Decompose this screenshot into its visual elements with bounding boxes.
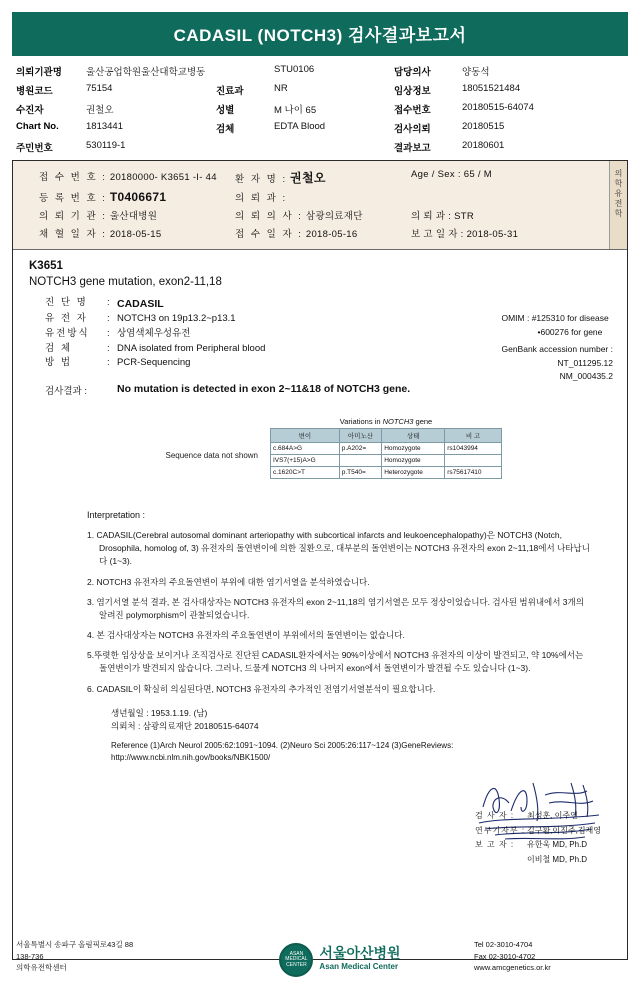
acc-label-regno: 등 록 번 호 : [39,193,107,204]
omim-accession-block [501,312,613,384]
header-value-orgcode: STU0106 [274,64,315,75]
acc-value-agesex: 65 / M [463,169,492,180]
variant-cell: IVS7(+15)A>G [271,455,340,467]
table-row [271,455,502,467]
state-cell: Homozygote [382,455,445,467]
header-label-reportdate: 결과보고 [394,143,431,154]
detail-colon: : [107,297,110,308]
detail-label-diagnosis: 진 단 명 [45,297,88,308]
header-label-hospcode: 병원코드 [16,86,53,97]
signature-value-tester: 최성훈, 이주연 [527,811,578,821]
variations-col-note: 비 고 [445,429,502,443]
acc-label-drawdate: 채 혈 일 자 : [39,229,107,240]
hospital-name-en: Asan Medical Center [319,962,399,972]
acc-value-accno: 20180000- K3651 -I- 44 [109,172,217,183]
acc-value-refdoctor: 삼광의료재단 [305,211,363,222]
interpretation-paragraph-6: 6. CADASIL이 확실히 의심된다면, NOTCH3 유전자의 추가적인 전염기서열분석이 필요합니다. [87,683,436,694]
variations-header-row [271,429,502,443]
header-value-hospcode: 75154 [86,83,113,94]
patient-header [12,64,628,160]
note-cell: rs1043994 [445,443,502,455]
signature-value-reporter-2: 이비철 MD, Ph.D [527,854,588,864]
detail-label-method: 방 법 [45,357,72,369]
variations-table [270,428,502,479]
interpretation-paragraph-4: 4. 본 검사대상자는 NOTCH3 유전자의 주요돌연변이 부위에서의 돌연변이는 없습니다. [87,630,405,641]
genbank-nm: NM_000435.2 [559,371,613,382]
reference-link[interactable]: http://www.ncbi.nlm.nih.gov/books/NBK1500/ [111,752,271,762]
accession-row [21,224,619,242]
report-body [12,160,628,960]
variations-col-variant: 변이 [271,429,340,443]
address-line-3: 의학유전학센터 [16,963,67,973]
footer-contact [474,939,624,974]
header-label-blank1 [216,64,274,78]
interpretation-paragraph-1: 1. CADASIL(Cerebral autosomal dominant arteriopathy with subcortical infarcts and leukoencephalopathy)은 NOTCH3 (Notch, Drosophila, homolog of, 3) 유전자의 돌연변이에 의한 질환으로, 대부분의 돌연변이는 NOTCH3 유전자의 exon 2~11,18에서 나타납니다 (1~3). [87,530,590,567]
detail-row [45,296,617,312]
address-line-1: 서울특별시 송파구 올림픽로43길 88 [16,940,134,949]
header-value-ssn: 530119-1 [86,140,126,151]
header-label-specimen: 검체 [216,124,235,135]
variations-caption-gene: NOTCH3 [382,417,414,427]
acc-label-refdept: 의 뢰 과 : [411,211,452,222]
page-footer [0,923,640,1001]
header-value-clinicalinfo: 18051521484 [462,83,521,94]
table-row [271,467,502,479]
detail-value-diagnosis: CADASIL [117,298,164,310]
interpretation-paragraph-3: 3. 염기서열 분석 결과, 본 검사대상자는 NOTCH3 유전자의 exon 2~11,18의 염기서열은 모두 정상이었습니다. 검사된 범위내에서 3개의 알려진 polymorphism이 관찰되었습니다. [87,596,584,620]
signature-label-tester: 검 사 자 : [475,811,515,821]
acc-label-refdept2: 의 뢰 과 : [235,193,288,204]
acc-label-agesex: Age / Sex : [411,169,461,180]
header-label-testorder: 검사의뢰 [394,124,431,135]
acc-value-name: 권철오 [290,171,326,185]
detail-colon: : [107,313,110,325]
signature-label-reporter-blank [475,853,527,867]
signature-row [475,809,601,823]
acc-value-regno: T0406671 [109,190,167,204]
note-cell [445,455,502,467]
header-value-testorder: 20180515 [462,121,505,132]
acc-value-drawdate: 2018-05-15 [109,229,162,240]
header-label-patient: 수진자 [16,105,44,116]
signature-label-reporter: 보 고 자 : [475,840,515,850]
signature-row [475,853,601,867]
test-name: NOTCH3 gene mutation, exon2-11,18 [29,276,222,288]
accession-row [21,206,619,224]
interpretation-paragraph-2: 2. NOTCH3 유전자의 주요돌연변이 부위에 대한 염기서열을 분석하였습니다. [87,576,370,587]
referrer-info: 의뢰처 : 삼광의료재단 20180515-64074 [111,721,259,732]
header-label-blank2 [216,140,274,154]
acc-label-accno: 접 수 번 호 : [39,172,107,183]
state-cell: Heterozygote [382,467,445,479]
header-value-reportdate: 20180601 [462,140,505,151]
detail-label-gene: 유 전 자 [45,313,88,325]
note-cell: rs75617410 [445,467,502,479]
acc-label-reforg: 의 뢰 기 관 : [39,211,107,222]
aminoacid-cell [339,455,381,467]
interpretation-paragraph-5: 5.뚜렷한 임상상을 보이거나 조직검사로 진단된 CADASIL환자에서는 90%이상에서 NOTCH3 유전자의 이상이 발견되고, 약 10%에서는 돌연변이가 발견되지 않습니다. 그러나, 드물게 NOTCH3 의 나머지 exon에서 돌연변이가 발견될 수도 있습니다 (1~3). [87,650,584,674]
detail-value-inheritance: 상염색체우성유전 [117,327,191,339]
genbank-label: GenBank accession number : [501,344,613,355]
header-value-patient: 권철오 [86,105,114,116]
result-label: 검사결과 : [45,386,87,398]
side-tab-label: 의 학 유 전 학 [609,161,627,249]
contact-fax: Fax 02-3010-4702 [474,951,536,961]
interpretation-heading: Interpretation : [87,510,146,521]
header-value-acceptno: 20180515-64074 [462,102,534,113]
variations-caption [270,417,502,428]
reference-line-1: Reference (1)Arch Neurol 2005:62:1091~1094. (2)Neuro Sci 2005:26:117~124 (3)GeneReviews: [111,740,454,750]
header-label-doctor: 담당의사 [394,67,431,78]
hospital-name-ko: 서울아산병원 [319,945,401,962]
signature-value-reporter-1: 유한욱 MD, Ph.D [527,840,588,850]
header-label-ssn: 주민번호 [16,143,53,154]
header-value-blank2 [274,140,394,154]
acc-label-receiptdate: 접 수 일 자 : [235,229,303,240]
signature-value-researchers: 김구환,이진주,김재영 [527,825,601,835]
variant-cell: c.1620C>T [271,467,340,479]
header-label-acceptno: 접수번호 [394,105,431,116]
acc-value-reforg: 울산대병원 [109,211,158,222]
header-value-specimen: EDTA Blood [274,121,326,132]
header-label-sex: 성별 [216,105,235,116]
detail-label-inheritance: 유전방식 [45,327,90,339]
detail-label-specimen: 검 체 [45,342,72,354]
table-row [271,443,502,455]
contact-website[interactable]: www.amcgenetics.or.kr [474,963,551,973]
header-value-doctor: 양동석 [462,67,490,78]
aminoacid-cell: p.A202= [339,443,381,455]
accession-row [21,167,619,188]
signature-row [475,824,601,838]
header-label-dept: 진료과 [216,86,244,97]
footer-logo [279,939,400,977]
header-value-dept: NR [274,83,288,94]
header-label-org: 의뢰기관명 [16,67,62,78]
accession-row [21,188,619,206]
omim-gene: •600276 for gene [537,326,603,337]
interpretation-section [23,479,617,764]
header-label-clinicalinfo: 임상정보 [394,86,431,97]
acc-label-refdoctor: 의 뢰 의 사 : [235,211,303,222]
variations-col-state: 상태 [382,429,445,443]
variations-col-aminoacid: 아미노산 [339,429,381,443]
birth-date: 생년월일 : 1953.1.19. (남) [111,707,208,718]
header-value-sex-age: M 나이 65 [274,105,317,116]
acc-value-refdept: STR [454,211,475,222]
acc-label-reportdate: 보 고 일 자 : [411,229,464,240]
hospital-seal-icon: ASAN MEDICAL CENTER [279,943,313,977]
page-title: CADASIL (NOTCH3) 검사결과보고서 [12,12,628,56]
state-cell: Homozygote [382,443,445,455]
header-value-org: 울산공업학원울산대학교병동 [86,67,206,78]
signature-label-researchers: 연구기자부 : [475,825,526,835]
detail-colon: : [107,357,110,369]
variations-section [23,417,617,479]
address-line-2: 138-736 [16,951,44,961]
omim-disease: OMIM : #125310 for disease [501,313,609,323]
acc-label-name: 환 자 명 : [235,174,288,185]
result-panel [13,250,627,764]
variant-cell: c.684A>G [271,443,340,455]
signature-block [475,809,601,867]
header-value-chartno: 1813441 [86,121,123,132]
variations-caption-pre: Variations in [339,417,383,427]
detail-value-method: PCR-Sequencing [117,357,191,369]
detail-value-specimen: DNA isolated from Peripheral blood [117,342,266,354]
header-label-chartno: Chart No. [16,121,59,132]
test-code: K3651 [29,260,63,272]
contact-tel: Tel 02-3010-4704 [474,940,533,949]
detail-colon: : [107,327,110,339]
accession-panel [13,161,627,250]
result-value: No mutation is detected in exon 2~11&18 of NOTCH3 gene. [117,383,411,396]
aminoacid-cell: p.T540= [339,467,381,479]
sequence-note: Sequence data not shown [165,451,258,461]
detail-colon: : [107,342,110,354]
birth-info [87,703,591,734]
variations-caption-post: gene [413,417,433,427]
references [87,734,591,764]
acc-value-receiptdate: 2018-05-16 [305,229,358,240]
footer-address [16,939,206,974]
signature-row [475,838,601,852]
acc-value-reportdate: 2018-05-31 [466,229,519,240]
detail-value-gene: NOTCH3 on 19p13.2~p13.1 [117,313,236,325]
genbank-nt: NT_011295.12 [557,357,613,368]
